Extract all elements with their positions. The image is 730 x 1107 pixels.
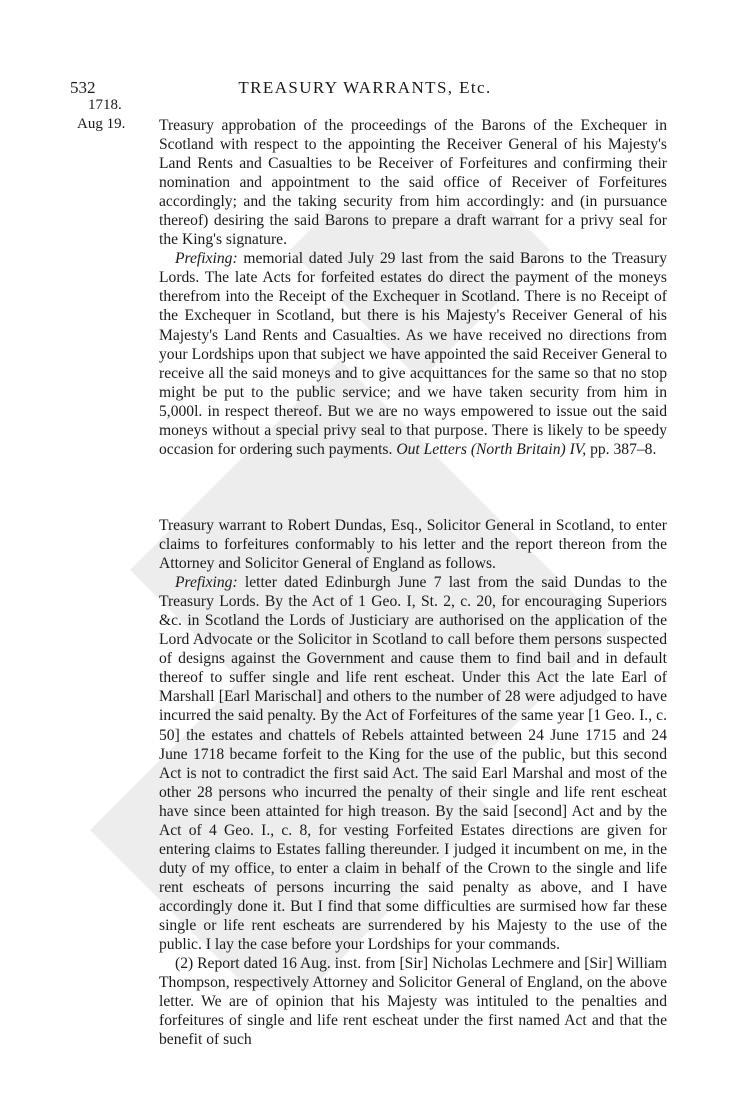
running-title: TREASURY WARRANTS, Etc. bbox=[238, 78, 492, 97]
entry-warrant-dundas bbox=[159, 516, 667, 1049]
margin-date: Aug 19. bbox=[77, 116, 126, 132]
prefix-text: letter dated Edinburgh June 7 last from the said Dundas to the Treasury Lords. By the Act of 1 Geo. I, St. 2, c. 20, for encouraging Superiors &c. in Scotland the Lords of Justiciary are authorised on the application of the Lord Advocate or the Solicitor in Scotland to call before them persons suspected of designs against the Government and cause them to find bail and in default thereof to suffer single and life rent escheat. Under this Act the late Earl of Marshall [Earl Marischal] and others to the number of 28 were adjudged to have incurred the said penalty. By the Act of Forfeitures of the same year [1 Geo. I., c. 50] the estates and chattels of Rebels attainted between 24 June 1715 and 24 June 1718 became forfeit to the King for the use of the public, but this second Act is not to contradict the first said Act. The said Earl Marshal and most of the other 28 persons who incurred the penalty of their single and life rent escheat have since been attainted for high treason. By the said [second] Act and by the Act of 4 Geo. I., c. 8, for vesting Forfeited Estates directions are given for entering claims to Estates falling thereunder. I judged it incumbent on me, in the duty of my office, to enter a claim in behalf of the Crown to the single and life rent escheats of persons incurring the said penalty as above, and I have accordingly done it. But I find that some difficulties are surmised how far these single or life rent escheats are surrendered by his Majesty to the use of the public. I lay the case before your Lordships for your commands. bbox=[159, 574, 667, 954]
entry-summary: Treasury warrant to Robert Dundas, Esq., Solicitor General in Scotland, to enter claims to forfeitures conformably to his letter and the report thereon from the Attorney and Solicitor General of England as follows. bbox=[159, 517, 667, 573]
entry-prefix bbox=[159, 573, 667, 954]
entry-report: (2) Report dated 16 Aug. inst. from [Sir] Nicholas Lechmere and [Sir] William Thompson, respectively Attorney and Solicitor General of England, on the above letter. We are of opinion that his Majesty was intituled to the penalties and forfeitures of single and life rent escheat under the first named Act and that the benefit of such bbox=[159, 955, 667, 1049]
page-number: 532 bbox=[70, 78, 96, 97]
entry-summary: Treasury approbation of the proceedings of the Barons of the Exchequer in Scotland with respect to the appointing the Receiver General of his Majesty's Land Rents and Casualties to be Receiver of Forfeitures and confirming their nomination and appointment to the said office of Receiver of Forfeitures accordingly; and the taking security from him accordingly: and (in pursuance thereof) desiring the said Barons to prepare a draft warrant for a privy seal for the King's signature. bbox=[159, 117, 667, 249]
reference-pages: pp. 387–8. bbox=[586, 440, 657, 458]
margin-year: 1718. bbox=[88, 97, 122, 113]
entry-prefix bbox=[159, 249, 667, 459]
archive-reference: Out Letters (North Britain) IV, bbox=[396, 440, 587, 458]
prefix-label: Prefixing: bbox=[175, 250, 238, 268]
entry-approbation bbox=[159, 116, 667, 459]
prefix-label: Prefixing: bbox=[175, 574, 238, 592]
prefix-text: memorial dated July 29 last from the said Barons to the Treasury Lords. The late Acts for forfeited estates do direct the payment of the moneys therefrom into the Receipt of the Exchequer in Scotland. There is no Receipt of the Exchequer in Scotland, but there is his Majesty's Receiver General of his Majesty's Land Rents and Casualties. As we have received no directions from your Lordships upon that subject we have appointed the said Receiver General to receive all the said moneys and to give acquittances for the same so that no stop might be put to the public service; and we have taken security from him in 5,000l. in respect thereof. But we are no ways empowered to issue out the said moneys without a special privy seal to that purpose. There is likely to be speedy occasion for ordering such payments. bbox=[159, 250, 667, 458]
